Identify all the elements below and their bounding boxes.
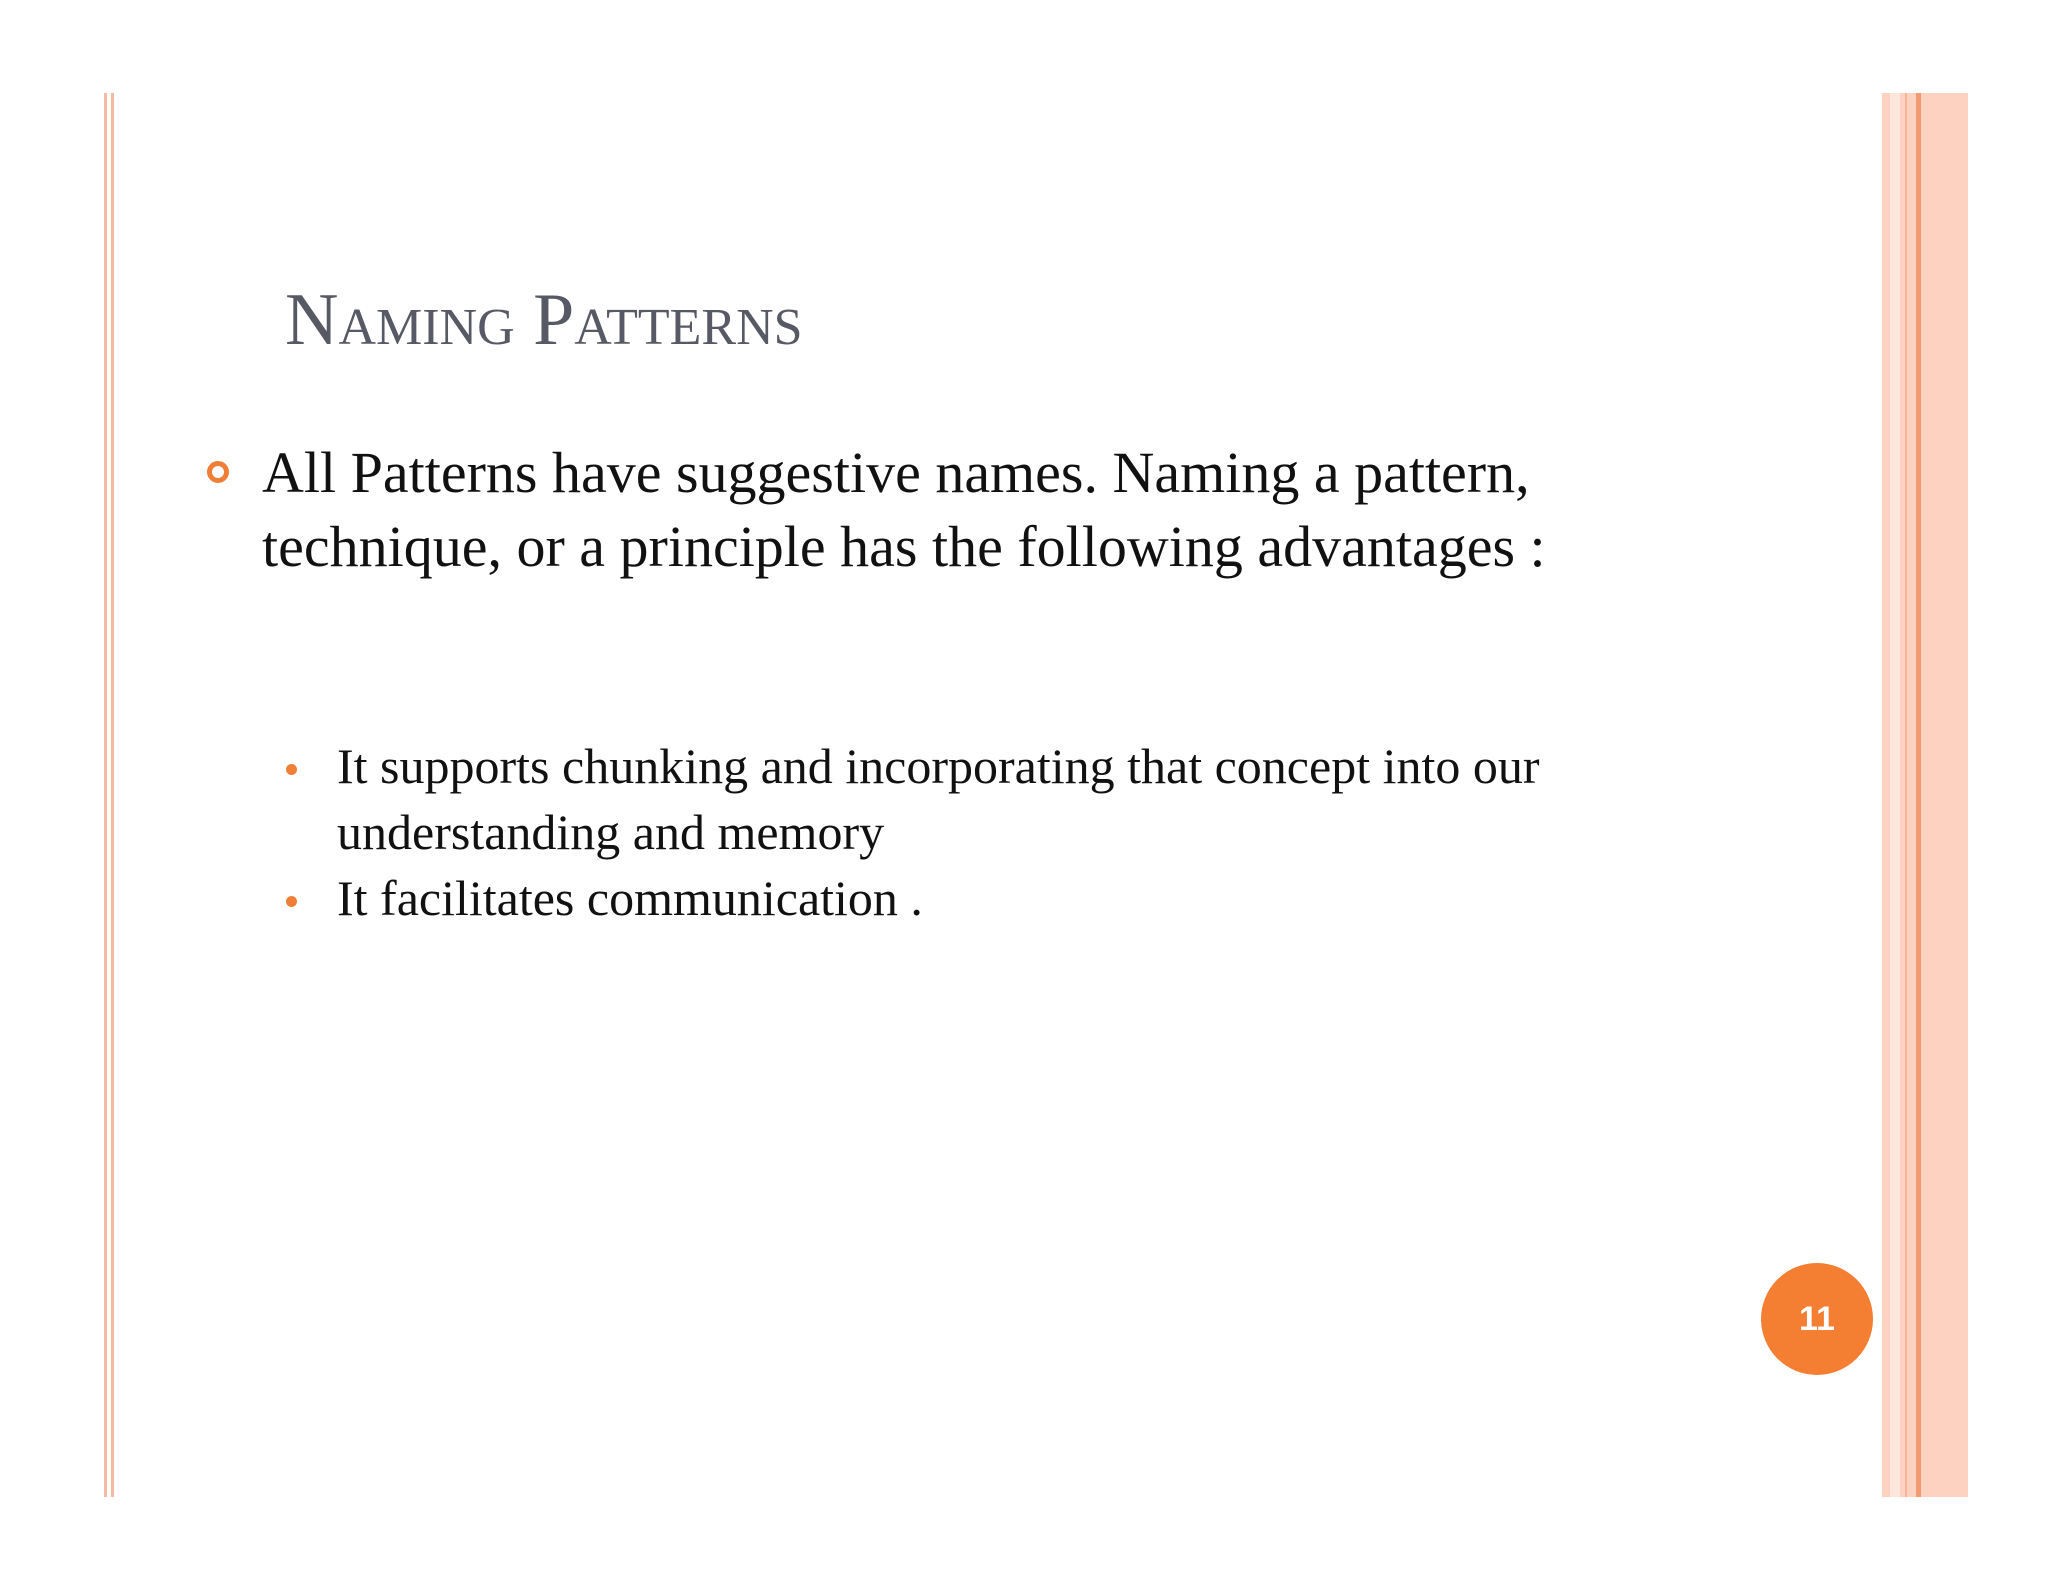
right-border-line (1905, 93, 1907, 1497)
page-title: Naming Patterns (285, 279, 803, 361)
left-border-line (104, 93, 107, 1497)
list-item-text: It facilitates communication . (337, 870, 923, 926)
dot-icon (286, 764, 297, 775)
page-number-badge: 11 (1761, 1263, 1873, 1375)
right-border-band-highlight (1890, 93, 1900, 1497)
right-border-line (1916, 93, 1921, 1497)
sub-bullet-list (284, 733, 1684, 931)
left-border-line (111, 93, 114, 1497)
list-item (284, 865, 1684, 931)
dot-icon (286, 896, 297, 907)
main-bullet-text: All Patterns have suggestive names. Naming a pattern, technique, or a principle has the following advantages : (262, 440, 1546, 579)
list-item-text: It supports chunking and incorporating that concept into our understanding and memory (337, 738, 1540, 860)
list-item (284, 733, 1684, 865)
circle-outline-icon (207, 461, 229, 483)
